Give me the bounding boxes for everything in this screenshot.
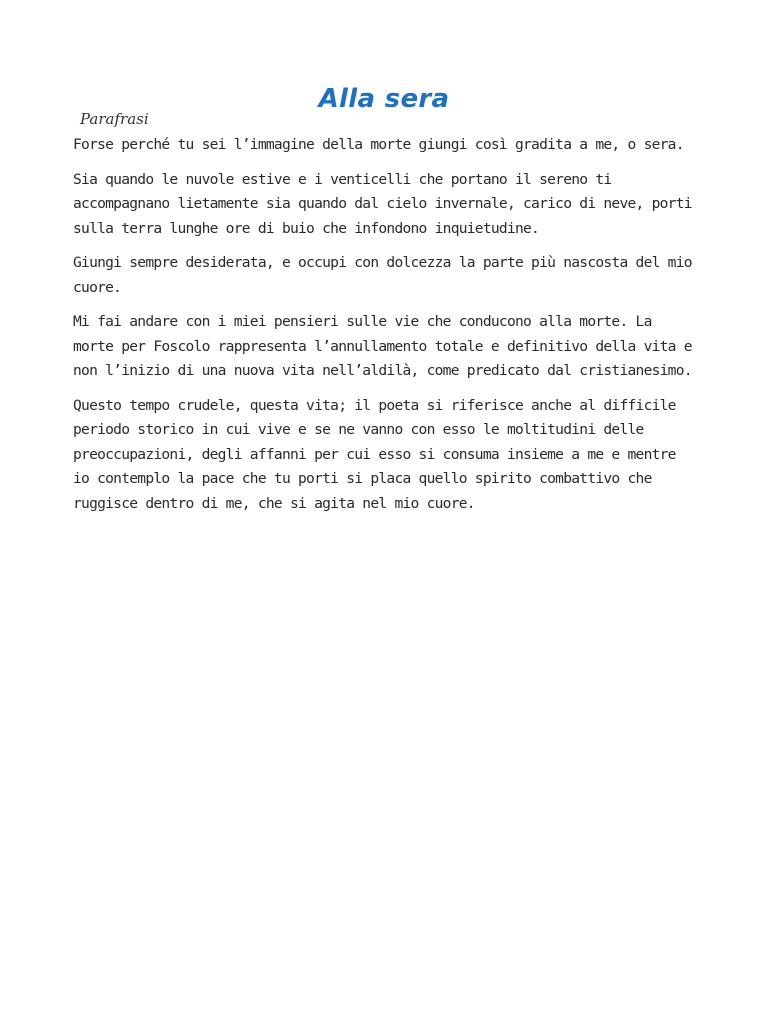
document-body [73, 133, 698, 526]
paragraph-5: Questo tempo crudele, questa vita; il poeta si riferisce anche al difficile periodo storico in cui vive e se ne vanno con esso le moltitudini delle preoccupazioni, degli affanni per cui esso si consuma insieme a me e mentre io contemplo la pace che tu porti si placa quello spirito combattivo che ruggisce dentro di me, che si agita nel mio cuore. [73, 396, 676, 512]
document-subtitle: Parafrasi [80, 110, 149, 128]
paragraph-4: Mi fai andare con i miei pensieri sulle vie che conducono alla morte. La morte per Foscolo rappresenta l’annullamento totale e definitivo della vita e non l’inizio di una nuova vita nell’aldilà, come predicato dal cristianesimo. [73, 313, 692, 379]
paragraph-2: Sia quando le nuvole estive e i venticelli che portano il sereno ti accompagnano lietamente sia quando dal cielo invernale, carico di neve, porti sulla terra lunghe ore di buio che infondono inquietudine. [73, 170, 692, 237]
paragraph-1: Forse perché tu sei l’immagine della morte giungi così gradita a me, o sera. [73, 136, 684, 153]
document-title: Alla sera [318, 84, 450, 114]
paragraph-3: Giungi sempre desiderata, e occupi con dolcezza la parte più nascosta del mio cuore. [73, 254, 692, 296]
